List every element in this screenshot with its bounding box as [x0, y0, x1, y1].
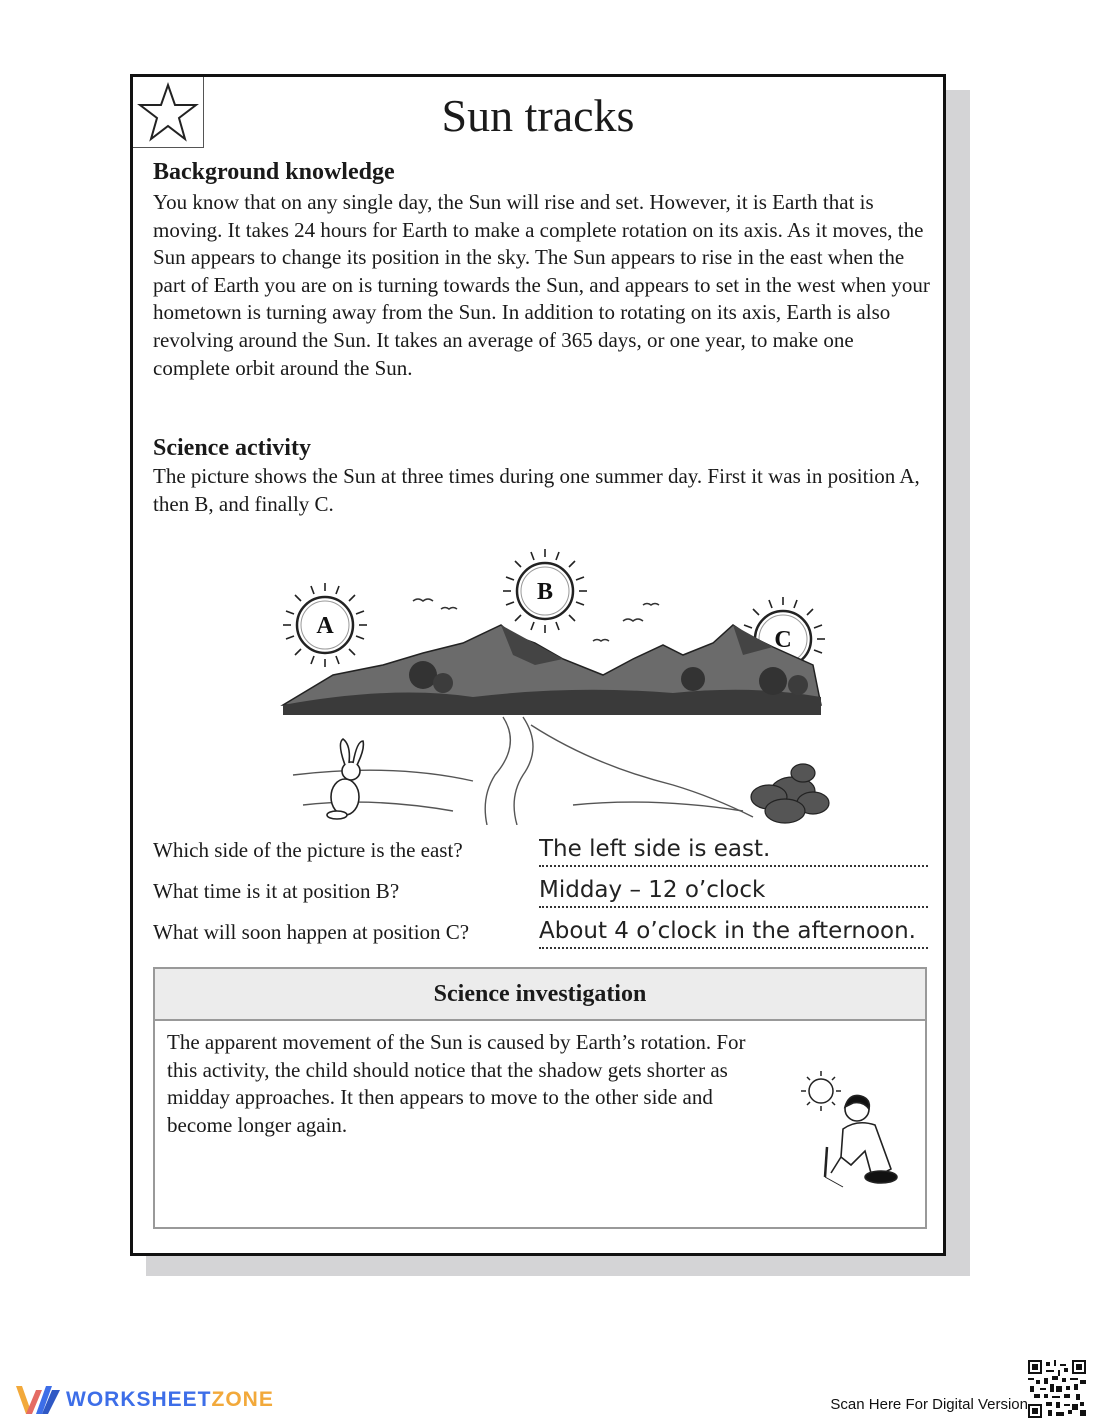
- investigation-heading: Science investigation: [155, 969, 925, 1021]
- qr-code-icon[interactable]: [1028, 1360, 1086, 1418]
- question-row: [153, 833, 928, 867]
- child-with-sun-icon: [795, 1069, 905, 1194]
- scan-text: Scan Here For Digital Version: [830, 1396, 1028, 1413]
- answer-field[interactable]: About 4 o’clock in the afternoon.: [539, 915, 928, 949]
- sun-b-label: B: [536, 579, 554, 605]
- question-row: [153, 915, 928, 949]
- sun-c-label: C: [774, 627, 792, 653]
- question-text: Which side of the picture is the east?: [153, 838, 463, 862]
- brand-name-part2: ZONE: [211, 1388, 274, 1411]
- answer-field[interactable]: Midday – 12 o’clock: [539, 874, 928, 908]
- background-text: You know that on any single day, the Sun will rise and set. However, it is Earth that is moving. It takes 24 hours for Earth to make a complete rotation on its axis. As it moves, the Sun appears to change its position in the sky. The Sun appears to rise in the east when the part of Earth you are on is turning towards the Sun, and appears to set in the west when your hometown is turning away from the Sun. In addition to rotating on its axis, Earth is also revolving around the Sun. It takes an average of 365 days, or one year, to make one complete orbit around the Sun.: [153, 190, 930, 380]
- question-text: What will soon happen at position C?: [153, 920, 470, 944]
- ground-icon: [293, 717, 753, 825]
- question-text: What time is it at position B?: [153, 879, 400, 903]
- page-title: Sun tracks: [441, 90, 635, 141]
- sun-b-icon: [503, 549, 587, 633]
- worksheet: [130, 74, 946, 1256]
- investigation-box: [153, 967, 927, 1229]
- sun-path-illustration: [273, 535, 833, 825]
- sun-a-icon: [283, 583, 367, 667]
- question-row: [153, 874, 928, 908]
- investigation-text: The apparent movement of the Sun is caused by Earth’s rotation. For this activity, the child should notice that the shadow gets shorter as midday approaches. It then appears to move to the other side and become longer again.: [167, 1030, 746, 1137]
- activity-heading: Science activity: [153, 435, 311, 461]
- brand-name[interactable]: [66, 1388, 274, 1412]
- sun-a-label: A: [316, 613, 334, 639]
- background-heading: Background knowledge: [153, 159, 395, 185]
- answer-field[interactable]: The left side is east.: [539, 833, 928, 867]
- rabbit-icon: [327, 739, 363, 819]
- brand-name-part1: WORKSHEET: [66, 1388, 212, 1411]
- activity-text: The picture shows the Sun at three times during one summer day. First it was in position A, then B, and finally C.: [153, 464, 920, 516]
- worksheetzone-logo-icon: [14, 1382, 62, 1418]
- bush-icon: [751, 764, 829, 823]
